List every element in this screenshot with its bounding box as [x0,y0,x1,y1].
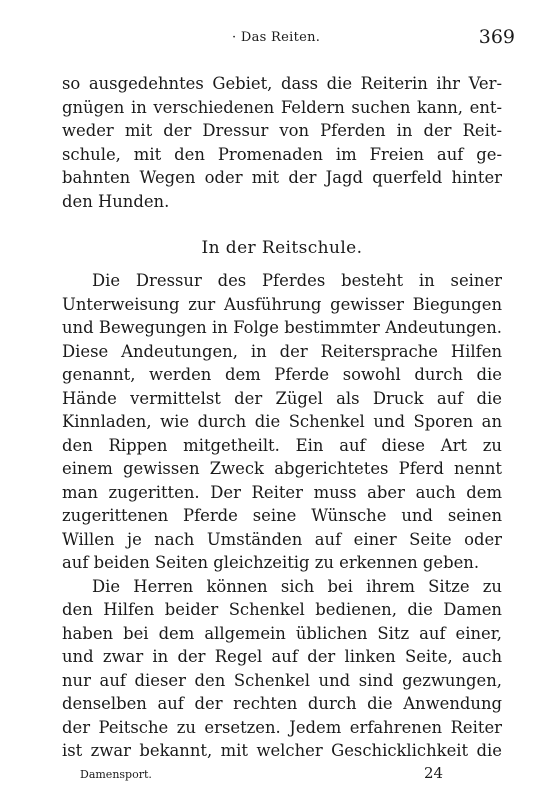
text-line: Unterweisung zur Ausführung gewisser Biegungen [62,294,502,314]
text-line: haben bei dem allgemein üblichen Sitz auf einer, [62,623,502,643]
text-line: nur auf dieser den Schenkel und sind gezwungen, [62,670,502,690]
text-line: Diese Andeutungen, in der Reitersprache Hilfen [62,341,502,361]
text-line: und Bewegungen in Folge bestimmter Andeutungen. [62,318,502,337]
signature-mark: Damensport. [80,768,152,781]
text-line: ist zwar bekannt, mit welcher Geschicklichkeit die [62,741,502,760]
section-heading: In der Reitschule. [201,238,363,258]
paragraph-3 [62,575,502,763]
sheet-number: 24 [424,764,444,782]
text-line: und zwar in der Regel auf der linken Seite, auch [62,647,502,666]
text-line: den Hilfen beider Schenkel bedienen, die Damen [62,600,502,619]
text-line: genannt, werden dem Pferde sowohl durch die [62,365,502,384]
running-head: · Das Reiten. [232,30,321,45]
text-line: zugerittenen Pferde seine Wünsche und seinen [62,506,502,525]
page-body [62,72,502,763]
text-line: den Hunden. [62,191,170,211]
text-line: denselben auf der rechten durch die Anwendung [62,694,502,713]
text-line: weder mit der Dressur von Pferden in der Reit- [62,121,502,140]
text-line: den Rippen mitgetheilt. Ein auf diese Art zu [62,435,502,455]
text-line: bahnten Wegen oder mit der Jagd querfeld hinter [62,168,502,187]
text-line: man zugeritten. Der Reiter muss aber auch dem [62,482,502,502]
paragraph-2 [62,269,502,575]
text-line: Kinnladen, wie durch die Schenkel und Sporen an [62,412,502,431]
text-line: Willen je nach Umständen auf einer Seite oder [62,529,502,549]
text-line: Die Herren können sich bei ihrem Sitze zu [92,576,502,596]
text-line: auf beiden Seiten gleichzeitig zu erkennen geben. [62,553,480,572]
paragraph-1 [62,72,502,213]
page-number: 369 [478,26,515,48]
text-line: einem gewissen Zweck abgerichtetes Pferd nennt [62,459,502,478]
text-line: der Peitsche zu ersetzen. Jedem erfahrenen Reiter [62,717,502,737]
text-line: so ausgedehntes Gebiet, dass die Reiterin ihr Ver- [62,74,502,93]
text-line: Die Dressur des Pferdes besteht in seiner [92,271,502,290]
text-line: schule, mit den Promenaden im Freien auf ge- [62,144,502,164]
text-line: Hände vermittelst der Zügel als Druck auf die [62,388,502,408]
text-line: gnügen in verschiedenen Feldern suchen kann, ent- [62,97,502,117]
